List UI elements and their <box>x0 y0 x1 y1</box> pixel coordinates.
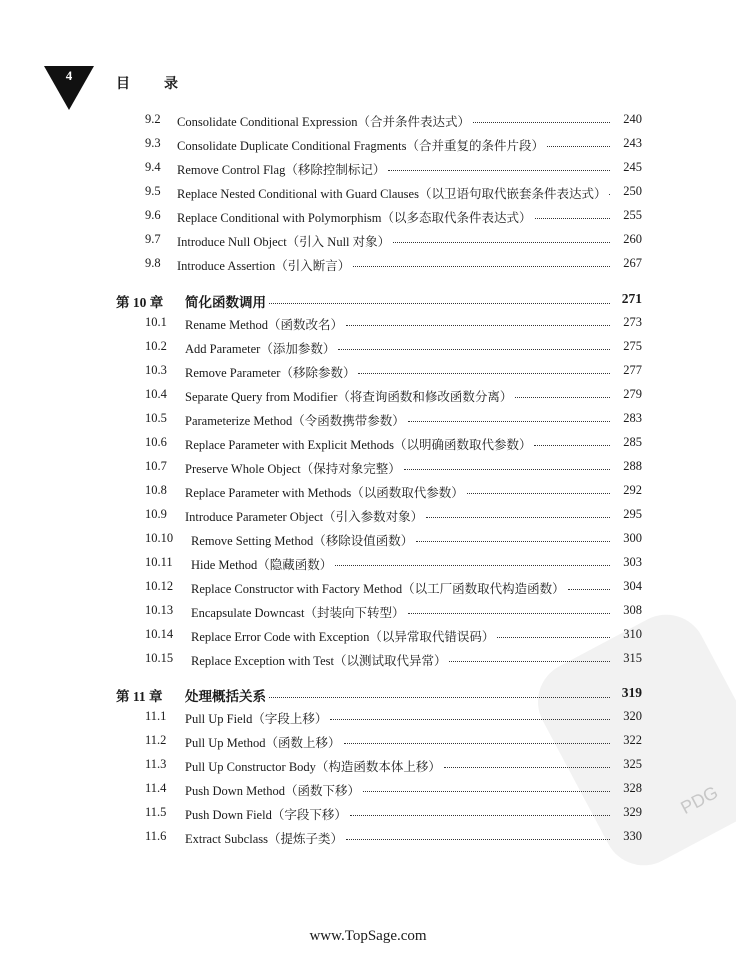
entry-number: 9.8 <box>145 256 161 270</box>
entry-title: Replace Nested Conditional with Guard Clauses（以卫语句取代嵌套条件表达式） <box>177 187 607 201</box>
footer-url[interactable]: www.TopSage.com <box>309 928 427 944</box>
toc-entry[interactable] <box>0 483 736 503</box>
entry-page: 325 <box>623 757 642 771</box>
dot-leader <box>350 815 610 816</box>
entry-title: Extract Subclass（提炼子类） <box>185 832 343 846</box>
entry-page: 285 <box>623 435 642 449</box>
entry-page: 288 <box>623 459 642 473</box>
page-title: 目录 <box>116 77 212 92</box>
entry-page: 277 <box>623 363 642 377</box>
entry-title: Push Down Method（函数下移） <box>185 784 361 798</box>
chapter-title: 简化函数调用 <box>185 295 266 310</box>
dot-leader <box>467 493 610 494</box>
entry-title: Parameterize Method（令函数携带参数） <box>185 414 405 428</box>
dot-leader <box>568 589 610 590</box>
dot-leader <box>416 541 610 542</box>
dot-leader <box>473 122 610 123</box>
entry-page: 260 <box>623 232 642 246</box>
entry-title: Pull Up Constructor Body（构造函数本体上移） <box>185 760 441 774</box>
entry-page: 310 <box>623 627 642 641</box>
entry-title: Remove Control Flag（移除控制标记） <box>177 163 386 177</box>
entry-title: Consolidate Duplicate Conditional Fragments（合并重复的条件片段） <box>177 139 544 153</box>
dot-leader <box>344 743 610 744</box>
toc-entry[interactable] <box>0 363 736 383</box>
dot-leader <box>444 767 610 768</box>
watermark-text: PDG <box>677 782 722 819</box>
entry-title: Add Parameter（添加参数） <box>185 342 336 356</box>
entry-number: 9.5 <box>145 184 161 198</box>
chapter-page: 319 <box>621 685 642 700</box>
toc-entry[interactable] <box>0 781 736 801</box>
entry-number: 11.4 <box>145 781 167 795</box>
entry-title: Remove Setting Method（移除设值函数） <box>191 534 414 548</box>
dot-leader <box>269 697 610 698</box>
toc-entry[interactable] <box>0 232 736 252</box>
toc-entry[interactable] <box>0 459 736 479</box>
entry-title: Remove Parameter（移除参数） <box>185 366 356 380</box>
toc-entry[interactable] <box>0 829 736 849</box>
entry-number: 10.9 <box>145 507 167 521</box>
page-number: 4 <box>65 68 73 83</box>
entry-number: 10.13 <box>145 603 174 617</box>
dot-leader <box>393 242 610 243</box>
entry-title: Encapsulate Downcast（封装向下转型） <box>191 606 405 620</box>
toc-entry[interactable] <box>0 136 736 156</box>
entry-title: Consolidate Conditional Expression（合并条件表达式） <box>177 115 471 129</box>
dot-leader <box>335 565 610 566</box>
entry-page: 292 <box>623 483 642 497</box>
entry-number: 10.6 <box>145 435 167 449</box>
dot-leader <box>547 146 610 147</box>
entry-number: 11.3 <box>145 757 167 771</box>
toc-entry[interactable] <box>0 112 736 132</box>
toc-entry[interactable] <box>0 507 736 527</box>
entry-number: 9.6 <box>145 208 161 222</box>
entry-number: 10.2 <box>145 339 167 353</box>
dot-leader <box>408 613 610 614</box>
dot-leader <box>358 373 610 374</box>
toc-entry[interactable] <box>0 387 736 407</box>
entry-number: 10.5 <box>145 411 167 425</box>
entry-number: 11.5 <box>145 805 167 819</box>
entry-title: Push Down Field（字段下移） <box>185 808 347 822</box>
entry-title: Introduce Parameter Object（引入参数对象） <box>185 510 424 524</box>
toc-entry[interactable] <box>0 805 736 825</box>
toc-entry[interactable] <box>0 339 736 359</box>
dot-leader <box>408 421 610 422</box>
dot-leader <box>497 637 610 638</box>
entry-page: 255 <box>623 208 642 222</box>
dot-leader <box>353 266 610 267</box>
entry-page: 295 <box>623 507 642 521</box>
entry-number: 9.3 <box>145 136 161 150</box>
entry-page: 240 <box>623 112 642 126</box>
entry-page: 275 <box>623 339 642 353</box>
toc-entry[interactable] <box>0 184 736 204</box>
toc-entry[interactable] <box>0 315 736 335</box>
entry-page: 250 <box>623 184 642 198</box>
toc-entry[interactable] <box>0 603 736 623</box>
entry-title: Replace Exception with Test（以测试取代异常） <box>191 654 447 668</box>
dot-leader <box>338 349 610 350</box>
entry-title: Rename Method（函数改名） <box>185 318 343 332</box>
entry-title: Pull Up Field（字段上移） <box>185 712 328 726</box>
toc-entry[interactable] <box>0 651 736 671</box>
entry-page: 329 <box>623 805 642 819</box>
entry-page: 308 <box>623 603 642 617</box>
toc-entry[interactable] <box>0 411 736 431</box>
dot-leader <box>404 469 610 470</box>
entry-title: Replace Parameter with Explicit Methods（以明确函数取代参数） <box>185 438 532 452</box>
entry-page: 300 <box>623 531 642 545</box>
entry-number: 11.6 <box>145 829 167 843</box>
entry-number: 9.2 <box>145 112 161 126</box>
chapter-page: 271 <box>621 291 642 306</box>
dot-leader <box>515 397 610 398</box>
entry-title: Replace Parameter with Methods（以函数取代参数） <box>185 486 464 500</box>
entry-page: 283 <box>623 411 642 425</box>
entry-number: 11.2 <box>145 733 167 747</box>
entry-title: Introduce Assertion（引入断言） <box>177 259 351 273</box>
dot-leader <box>449 661 610 662</box>
chapter-number: 第 10 章 <box>116 295 164 310</box>
toc-entry[interactable] <box>0 579 736 599</box>
entry-page: 328 <box>623 781 642 795</box>
dot-leader <box>330 719 610 720</box>
toc-entry[interactable] <box>0 435 736 455</box>
chapter-title: 处理概括关系 <box>185 689 266 704</box>
dot-leader <box>426 517 610 518</box>
entry-page: 267 <box>623 256 642 270</box>
dot-leader <box>534 445 610 446</box>
entry-title: Replace Conditional with Polymorphism（以多态取代条件表达式） <box>177 211 532 225</box>
toc-entry[interactable] <box>0 160 736 180</box>
entry-number: 10.8 <box>145 483 167 497</box>
entry-number: 10.11 <box>145 555 173 569</box>
entry-page: 245 <box>623 160 642 174</box>
toc-entry[interactable] <box>0 627 736 647</box>
dot-leader <box>535 218 611 219</box>
toc-chapter[interactable] <box>0 291 736 311</box>
entry-number: 9.4 <box>145 160 161 174</box>
entry-page: 304 <box>623 579 642 593</box>
entry-number: 10.4 <box>145 387 167 401</box>
dot-leader <box>346 839 610 840</box>
entry-title: Hide Method（隐藏函数） <box>191 558 333 572</box>
toc-entry[interactable] <box>0 757 736 777</box>
dot-leader <box>388 170 610 171</box>
chapter-number: 第 11 章 <box>116 689 163 704</box>
entry-title: Preserve Whole Object（保持对象完整） <box>185 462 401 476</box>
entry-title: Introduce Null Object（引入 Null 对象） <box>177 235 391 249</box>
entry-number: 10.12 <box>145 579 174 593</box>
toc-chapter[interactable] <box>0 685 736 705</box>
entry-number: 10.15 <box>145 651 174 665</box>
toc-entry[interactable] <box>0 256 736 276</box>
entry-page: 322 <box>623 733 642 747</box>
entry-page: 279 <box>623 387 642 401</box>
entry-title: Replace Error Code with Exception（以异常取代错误码） <box>191 630 495 644</box>
entry-number: 10.1 <box>145 315 167 329</box>
entry-number: 10.14 <box>145 627 174 641</box>
toc-entry[interactable] <box>0 733 736 753</box>
dot-leader <box>363 791 610 792</box>
entry-number: 9.7 <box>145 232 161 246</box>
entry-page: 330 <box>623 829 642 843</box>
entry-page: 273 <box>623 315 642 329</box>
toc-entry[interactable] <box>0 208 736 228</box>
entry-number: 11.1 <box>145 709 167 723</box>
toc-entry[interactable] <box>0 709 736 729</box>
entry-title: Replace Constructor with Factory Method（以工厂函数取代构造函数） <box>191 582 565 596</box>
entry-page: 243 <box>623 136 642 150</box>
entry-number: 10.10 <box>145 531 174 545</box>
entry-number: 10.7 <box>145 459 167 473</box>
entry-title: Separate Query from Modifier（将查询函数和修改函数分离） <box>185 390 513 404</box>
entry-number: 10.3 <box>145 363 167 377</box>
entry-title: Pull Up Method（函数上移） <box>185 736 341 750</box>
toc-entry[interactable] <box>0 531 736 551</box>
entry-page: 303 <box>623 555 642 569</box>
dot-leader <box>269 303 610 304</box>
dot-leader <box>346 325 610 326</box>
entry-page: 315 <box>623 651 642 665</box>
entry-page: 320 <box>623 709 642 723</box>
toc-entry[interactable] <box>0 555 736 575</box>
